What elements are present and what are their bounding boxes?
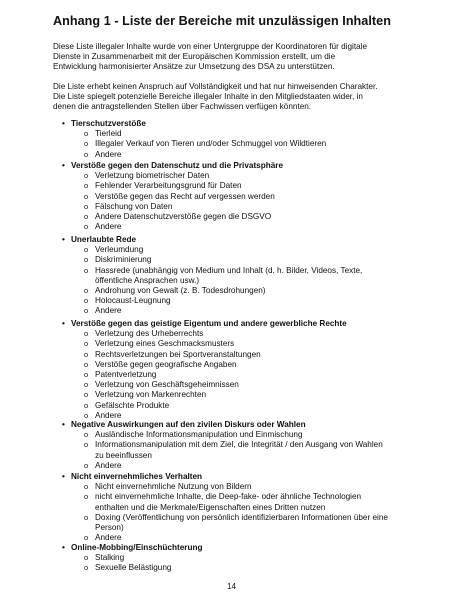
category-section (53, 119, 433, 160)
intro-paragraph-2 (53, 82, 423, 113)
list-item (53, 553, 433, 563)
circle-bullet-icon: o (84, 306, 89, 316)
circle-bullet-icon: o (84, 191, 89, 201)
list-item (53, 212, 433, 222)
list-item (53, 339, 433, 349)
list-item (53, 370, 433, 380)
intro-line: Entwicklung harmonisierter Ansätze zur Umsetzung des DSA zu unterstützen. (53, 62, 335, 72)
circle-bullet-icon: o (84, 563, 89, 573)
bullet-icon: • (62, 119, 65, 128)
list-item-text: Andere (95, 410, 122, 420)
category-section (53, 543, 433, 574)
circle-bullet-icon: o (84, 201, 89, 211)
list-item (53, 380, 433, 390)
circle-bullet-icon: o (84, 265, 89, 275)
list-item-text: Person) (95, 523, 124, 533)
list-item (53, 192, 433, 202)
list-item (53, 533, 433, 543)
list-item-text: Verstöße gegen geografische Angaben (95, 359, 237, 369)
circle-bullet-icon: o (84, 359, 89, 369)
list-item (53, 139, 433, 149)
bullet-icon: • (62, 161, 65, 170)
category-section (53, 319, 433, 421)
list-item-text: Verletzung biometrischer Daten (95, 171, 210, 181)
list-item (53, 286, 433, 296)
category-section (53, 235, 433, 317)
category-heading (53, 119, 433, 129)
list-item (53, 181, 433, 191)
list-item (53, 245, 433, 255)
list-item (53, 440, 433, 460)
page-title: Anhang 1 - Liste der Bereiche mit unzulässigen Inhalten (53, 14, 391, 28)
list-item-text: Andere (95, 460, 122, 470)
category-section (53, 161, 433, 232)
category-heading-text: Negative Auswirkungen auf den zivilen Diskurs oder Wahlen (71, 420, 306, 429)
category-heading-text: Nicht einvernehmliches Verhalten (71, 472, 203, 481)
circle-bullet-icon: o (84, 430, 89, 440)
circle-bullet-icon: o (84, 171, 89, 181)
circle-bullet-icon: o (84, 349, 89, 359)
category-heading-text: Tierschutzverstöße (71, 119, 146, 128)
list-item-text: Illegaler Verkauf von Tieren und/oder Schmuggel von Wildtieren (95, 139, 327, 149)
list-item-text: Androhung von Gewalt (z. B. Todesdrohungen) (95, 286, 266, 296)
intro-line: Dienste in Zusammenarbeit mit der Europäischen Kommission erstellt, um die (53, 52, 336, 62)
circle-bullet-icon: o (84, 339, 89, 349)
list-item-text: Stalking (95, 553, 125, 563)
list-item (53, 306, 433, 316)
circle-bullet-icon: o (84, 533, 89, 543)
list-item-text: Hassrede (unabhängig von Medium und Inhalt (d. h. Bilder, Videos, Texte, (95, 265, 363, 275)
circle-bullet-icon: o (84, 329, 89, 339)
list-item-text: Andere (95, 306, 122, 316)
list-item-text: Andere Datenschutzverstöße gegen die DSGVO (95, 212, 272, 222)
intro-line: Die Liste spiegelt potenzielle Bereiche illegaler Inhalte in den Mitgliedstaaten wider, in (53, 92, 363, 102)
circle-bullet-icon: o (84, 286, 89, 296)
circle-bullet-icon: o (84, 380, 89, 390)
list-item-text: Diskriminierung (95, 255, 152, 265)
list-item-text: Gefälschte Produkte (95, 400, 170, 410)
list-item (53, 129, 433, 139)
list-item-text: Ausländische Informationsmanipulation und Einmischung (95, 430, 303, 440)
bullet-icon: • (62, 319, 65, 328)
circle-bullet-icon: o (84, 410, 89, 420)
list-item-text: Rechtsverletzungen bei Sportveranstaltungen (95, 349, 261, 359)
list-item (53, 401, 433, 411)
circle-bullet-icon: o (84, 296, 89, 306)
circle-bullet-icon: o (84, 390, 89, 400)
list-item (53, 492, 433, 512)
circle-bullet-icon: o (84, 245, 89, 255)
list-item-text: Andere (95, 149, 122, 159)
list-item (53, 350, 433, 360)
list-item (53, 513, 433, 533)
intro-line: denen die antragstellenden Stellen über Fachwissen verfügen könnten. (53, 102, 312, 112)
list-item-text: Patentverletzung (95, 370, 157, 380)
list-item (53, 390, 433, 400)
list-item (53, 255, 433, 265)
list-item-text: Fälschung von Daten (95, 201, 173, 211)
list-item (53, 171, 433, 181)
list-item-text: enthalten und die Merkmale/Eigenschaften eines Dritten nutzen (95, 502, 326, 512)
list-item-text: Verletzung eines Geschmacksmusters (95, 339, 235, 349)
bullet-icon: • (62, 543, 65, 552)
category-heading-text: Verstöße gegen das geistige Eigentum und andere gewerbliche Rechte (71, 319, 347, 328)
list-item-text: Fehlender Verarbeitungsgrund für Daten (95, 181, 242, 191)
intro-line: Diese Liste illegaler Inhalte wurde von einer Untergruppe der Koordinatoren für digitale (53, 42, 368, 51)
category-heading (53, 161, 433, 171)
list-item-text: öffentliche Ansprachen usw.) (95, 275, 200, 285)
category-heading-text: Unerlaubte Rede (71, 235, 137, 244)
page-number: 14 (226, 582, 237, 591)
list-item-text: Informationsmanipulation mit dem Ziel, die Integrität / den Ausgang von Wahlen (95, 440, 383, 450)
circle-bullet-icon: o (84, 139, 89, 149)
list-item-text: Verletzung von Geschäftsgeheimnissen (95, 380, 239, 390)
list-item-text: nicht einvernehmliche Inhalte, die Deep-fake- oder ähnliche Technologien (95, 492, 362, 502)
category-heading (53, 319, 433, 329)
list-item (53, 482, 433, 492)
list-item-text: Verleumdung (95, 245, 144, 255)
list-item-text: Sexuelle Belästigung (95, 563, 172, 573)
circle-bullet-icon: o (84, 129, 89, 139)
list-item (53, 150, 433, 160)
list-item (53, 329, 433, 339)
bullet-icon: • (62, 472, 65, 481)
intro-paragraph-1 (53, 42, 423, 73)
list-item-text: Verletzung von Markenrechten (95, 390, 207, 400)
circle-bullet-icon: o (84, 370, 89, 380)
category-section (53, 472, 433, 543)
list-item-text: Andere (95, 222, 122, 232)
bullet-icon: • (62, 235, 65, 244)
circle-bullet-icon: o (84, 222, 89, 232)
category-heading (53, 472, 433, 482)
category-section (53, 420, 433, 471)
circle-bullet-icon: o (84, 400, 89, 410)
circle-bullet-icon: o (84, 181, 89, 191)
circle-bullet-icon: o (84, 460, 89, 470)
circle-bullet-icon: o (84, 482, 89, 492)
circle-bullet-icon: o (84, 492, 89, 502)
circle-bullet-icon: o (84, 440, 89, 450)
list-item-text: Holocaust-Leugnung (95, 296, 171, 306)
category-heading-text: Online-Mobbing/Einschüchterung (71, 543, 203, 552)
list-item (53, 563, 433, 573)
circle-bullet-icon: o (84, 212, 89, 222)
list-item-text: Nicht einvernehmliche Nutzung von Bildern (95, 482, 252, 492)
circle-bullet-icon: o (84, 553, 89, 563)
list-item (53, 266, 433, 286)
list-item (53, 202, 433, 212)
list-item (53, 360, 433, 370)
bullet-icon: • (62, 420, 65, 429)
list-item (53, 461, 433, 471)
category-heading (53, 235, 433, 245)
list-item-text: Doxing (Veröffentlichung von persönlich identifizierbaren Informationen über eine (95, 512, 388, 522)
list-item-text: zu beeinflussen (95, 450, 152, 460)
circle-bullet-icon: o (84, 149, 89, 159)
list-item (53, 430, 433, 440)
intro-line: Die Liste erhebt keinen Anspruch auf Vollständigkeit und hat nur hinweisenden Charakter. (53, 82, 378, 91)
list-item-text: Tierleid (95, 129, 122, 139)
category-heading (53, 543, 433, 553)
list-item-text: Andere (95, 533, 122, 543)
circle-bullet-icon: o (84, 512, 89, 522)
category-heading (53, 420, 433, 430)
list-item (53, 222, 433, 232)
list-item (53, 296, 433, 306)
list-item-text: Verletzung des Urheberrechts (95, 329, 204, 339)
circle-bullet-icon: o (84, 255, 89, 265)
category-heading-text: Verstöße gegen den Datenschutz und die Privatsphäre (71, 161, 284, 170)
list-item-text: Verstöße gegen das Recht auf vergessen werden (95, 191, 275, 201)
